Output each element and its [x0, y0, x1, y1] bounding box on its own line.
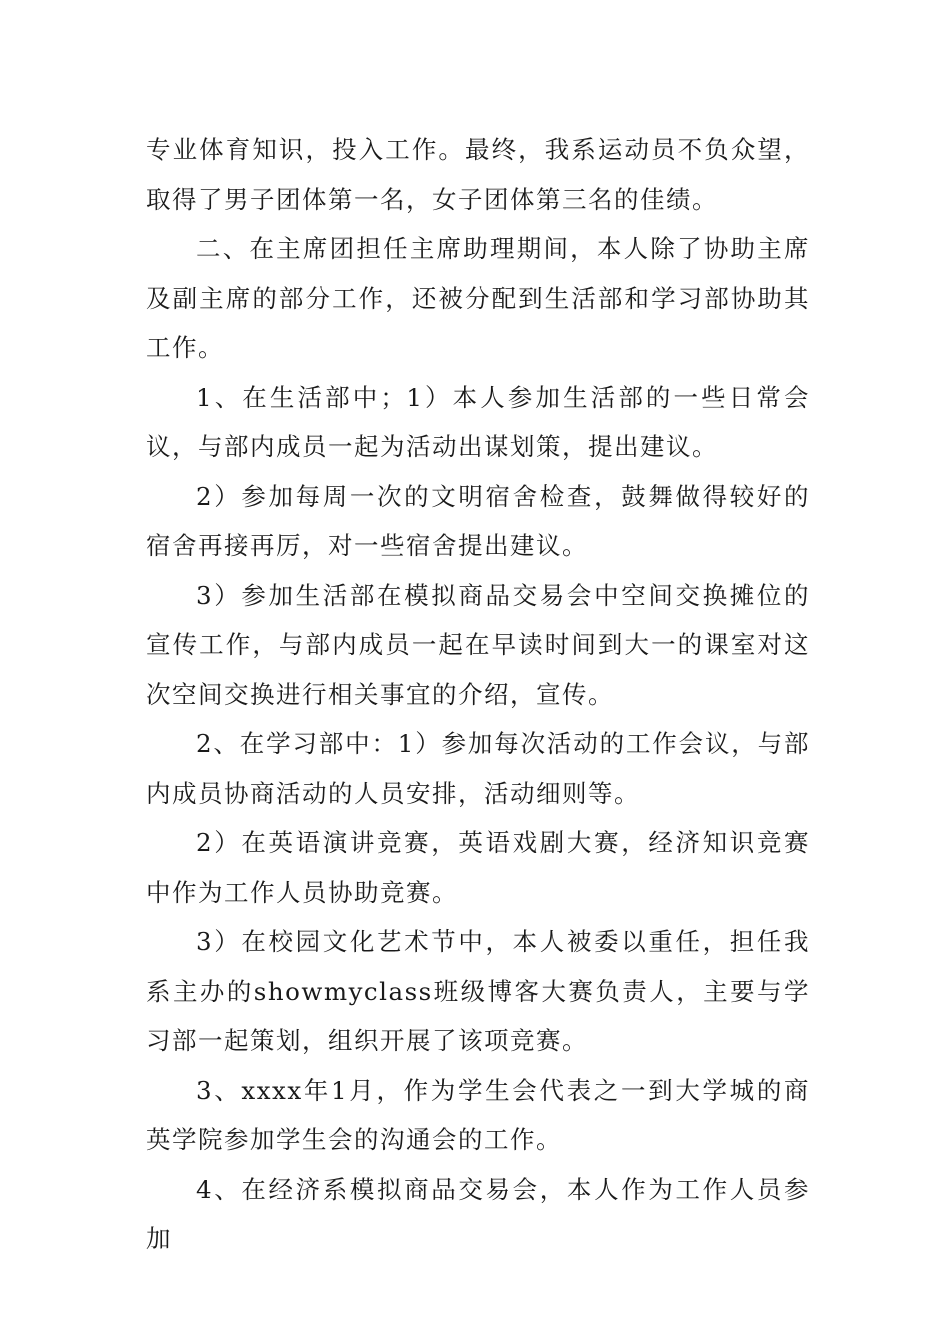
- document-body: [146, 125, 810, 1264]
- paragraph-7: 2）在英语演讲竞赛，英语戏剧大赛，经济知识竞赛中作为工作人员协助竞赛。: [146, 828, 810, 907]
- paragraph-9: 3、xxxx年1月，作为学生会代表之一到大学城的商英学院参加学生会的沟通会的工作。: [146, 1075, 810, 1154]
- paragraph-10: 4、在经济系模拟商品交易会，本人作为工作人员参加: [146, 1174, 810, 1253]
- paragraph-4: 2）参加每周一次的文明宿舍检查，鼓舞做得较好的宿舍再接再厉，对一些宿舍提出建议。: [146, 481, 810, 560]
- paragraph-2: 二、在主席团担任主席助理期间，本人除了协助主席及副主席的部分工作，还被分配到生活部和学习部协助其工作。: [146, 234, 810, 362]
- paragraph-1: 专业体育知识，投入工作。最终，我系运动员不负众望，取得了男子团体第一名，女子团体第三名的佳绩。: [146, 135, 810, 214]
- paragraph-6: 2、在学习部中：1）参加每次活动的工作会议，与部内成员协商活动的人员安排，活动细则等。: [146, 729, 810, 808]
- paragraph-3: 1、在生活部中；1）本人参加生活部的一些日常会议，与部内成员一起为活动出谋划策，提出建议。: [146, 382, 810, 461]
- paragraph-5: 3）参加生活部在模拟商品交易会中空间交换摊位的宣传工作，与部内成员一起在早读时间到大一的课室对这次空间交换进行相关事宜的介绍，宣传。: [146, 580, 810, 709]
- paragraph-8: 3）在校园文化艺术节中，本人被委以重任，担任我系主办的showmyclass班级博客大赛负责人，主要与学习部一起策划，组织开展了该项竞赛。: [146, 927, 810, 1055]
